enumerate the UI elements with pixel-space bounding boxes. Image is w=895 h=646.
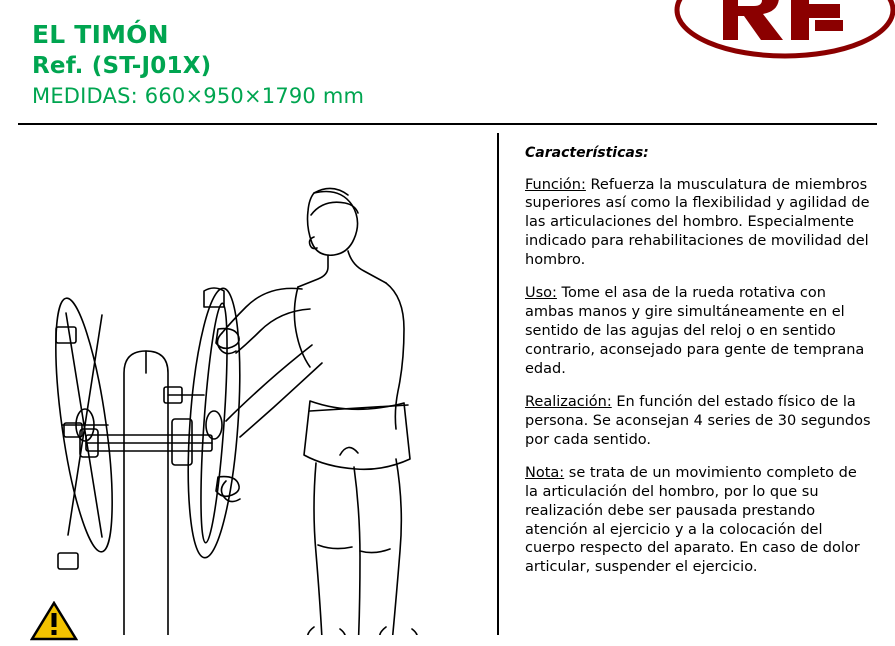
rf-logo	[665, 0, 895, 72]
title-block	[32, 20, 364, 108]
product-measures: MEDIDAS: 660×950×1790 mm	[32, 83, 365, 108]
characteristic-label-uso: Uso:	[525, 285, 557, 302]
page-title: EL TIMÓN	[32, 20, 169, 49]
characteristic-label-funcion: Función:	[525, 176, 586, 193]
characteristic-nota	[525, 464, 873, 577]
product-reference: Ref. (ST-J01X)	[32, 52, 212, 79]
characteristic-label-realizacion: Realización:	[525, 393, 612, 410]
characteristic-text-nota: se trata de un movimiento completo de la articulación del hombro, por lo que su realización debe ser pausada prestando atención al ejercicio y a la colocación del cuerpo respecto del aparato. En caso de dolor articular, suspender el ejercicio.	[525, 464, 860, 576]
characteristic-realizacion	[525, 393, 873, 450]
characteristic-text-uso: Tome el asa de la rueda rotativa con ambas manos y gire simultáneamente en el sentido de las agujas del reloj o en sentido contrario, aconsejado para gente de temprana edad.	[525, 285, 865, 377]
warning-triangle-icon	[30, 601, 78, 641]
characteristic-label-nota: Nota:	[525, 464, 565, 481]
characteristics-heading: Características:	[525, 145, 649, 161]
exercise-machine-illustration	[18, 133, 490, 635]
characteristic-text-funcion: Refuerza la musculatura de miembros superiores así como la flexibilidad y agilidad de las articulaciones del hombro. Especialmente indicado para rehabilitaciones de movilidad del hombro.	[525, 176, 870, 268]
column-divider	[497, 133, 499, 635]
header-divider	[18, 123, 877, 125]
characteristic-funcion	[525, 176, 873, 270]
page-header	[0, 0, 895, 122]
characteristics-panel	[525, 145, 873, 590]
characteristic-text-realizacion: En función del estado físico de la persona. Se aconsejan 4 series de 30 segundos por cada sentido.	[525, 393, 871, 448]
characteristic-uso	[525, 284, 873, 378]
